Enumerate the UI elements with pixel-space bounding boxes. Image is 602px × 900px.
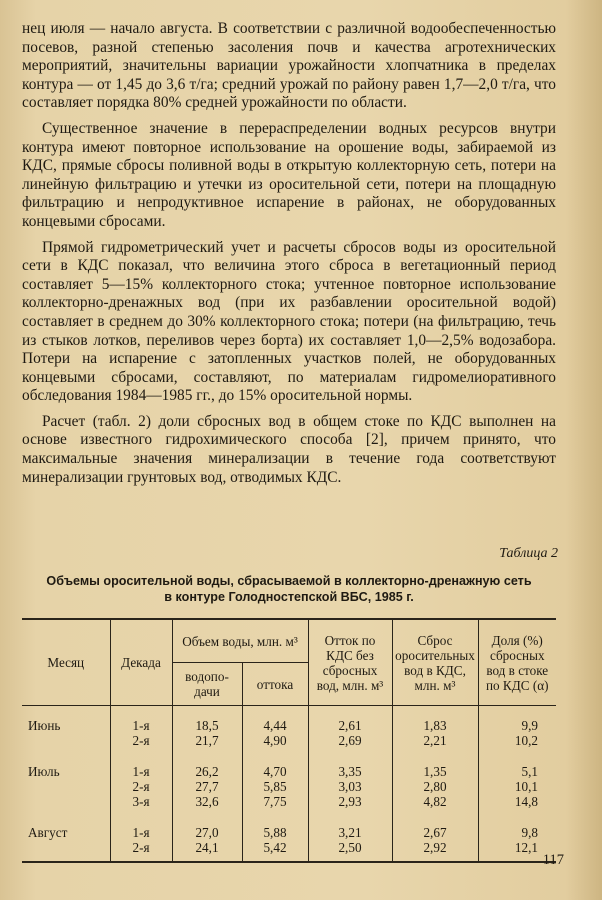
table-row bbox=[22, 825, 556, 862]
outflow-no-drain-cell: 2,69 bbox=[338, 733, 362, 748]
table-title-line-2: в контуре Голодностепской ВБС, 1985 г. bbox=[164, 590, 414, 604]
share-cell: 12,1 bbox=[514, 840, 538, 855]
outflow-no-drain-cell: 2,50 bbox=[338, 840, 362, 855]
header-volume-outflow: оттока bbox=[242, 663, 308, 706]
share-cell: 14,8 bbox=[514, 794, 538, 809]
header-decade: Декада bbox=[110, 619, 172, 706]
table-title bbox=[22, 573, 556, 605]
supply-cell: 24,1 bbox=[195, 840, 219, 855]
header-month: Месяц bbox=[22, 619, 110, 706]
outflow-no-drain-cell: 3,35 bbox=[338, 764, 362, 779]
data-table bbox=[22, 618, 556, 863]
decade-cell: 1-я bbox=[132, 718, 150, 733]
decade-cell: 1-я bbox=[132, 825, 150, 840]
paragraph-1: нец июля — начало августа. В соответствии с различной водообеспеченностью посевов, разной степенью засоления почв и качества агротехнических мероприятий, значительны вариации урожайности хлопчатника в пределах контура — от 1,45 до 3,6 т/га; средний урожай по району равен 1,7—2,0 т/га, что составляет порядка 80% средней урожайности по области. bbox=[22, 20, 556, 112]
table-row bbox=[22, 718, 556, 764]
paragraph-2: Существенное значение в перераспределении водных ресурсов внутри контура имеют повторное использование на орошение воды, забираемой из КДС, прямые сбросы поливной воды в открытую коллекторную сеть, потери на линейную фильтрацию и утечки из оросительной сети, потери на площадную фильтрацию и непродуктивное испарение в районах, не оборудованных концевыми сбросами. bbox=[22, 119, 556, 230]
supply-cell: 32,6 bbox=[195, 794, 219, 809]
discharge-cell: 4,82 bbox=[423, 794, 447, 809]
share-cell: 10,1 bbox=[514, 779, 538, 794]
supply-cell: 26,2 bbox=[195, 764, 219, 779]
header-outflow-no-drain: Отток по КДС без сбросных вод, млн. м³ bbox=[308, 619, 392, 706]
outflow-cell: 4,44 bbox=[263, 718, 287, 733]
outflow-cell: 4,70 bbox=[263, 764, 287, 779]
month-cell: Июль bbox=[28, 764, 60, 779]
header-volume: Объем воды, млн. м³ bbox=[172, 619, 308, 663]
discharge-cell: 2,80 bbox=[423, 779, 447, 794]
share-cell: 9,9 bbox=[521, 718, 538, 733]
month-cell: Август bbox=[22, 825, 110, 862]
supply-cell: 18,5 bbox=[195, 718, 219, 733]
header-volume-supply: водопо-дачи bbox=[172, 663, 242, 706]
outflow-no-drain-cell: 3,03 bbox=[338, 779, 362, 794]
share-cell: 5,1 bbox=[521, 764, 538, 779]
discharge-cell: 2,67 bbox=[423, 825, 447, 840]
decade-cell: 1-я bbox=[132, 764, 150, 779]
outflow-no-drain-cell: 2,61 bbox=[338, 718, 362, 733]
outflow-no-drain-cell: 3,21 bbox=[338, 825, 362, 840]
discharge-cell: 1,35 bbox=[423, 764, 447, 779]
discharge-cell: 2,21 bbox=[423, 733, 447, 748]
body-text bbox=[22, 20, 556, 494]
decade-cell: 2-я bbox=[132, 733, 150, 748]
table-label: Таблица 2 bbox=[499, 546, 558, 561]
outflow-no-drain-cell: 2,93 bbox=[338, 794, 362, 809]
decade-cell: 2-я bbox=[132, 779, 150, 794]
outflow-cell: 5,85 bbox=[263, 779, 287, 794]
header-discharge: Сброс оросительных вод в КДС, млн. м³ bbox=[392, 619, 478, 706]
paragraph-3: Прямой гидрометрический учет и расчеты сбросов воды из оросительной сети в КДС показал, что величина этого сброса в вегетационный период составляет 5—15% коллекторного стока; учтенное повторное использование коллекторно-дренажных вод (при их разбавлении оросительной водой) составляет в среднем до 30% коллекторного стока; потери (на фильтрацию, течь из стыков лотков, переливов через борта) их составляет 1,0—2,5% водозабора. Потери на испарение с затопленных участков полей, не оборудованных концевыми сбросами, составляют, по материалам гидромелиоративного обследования 1984—1985 гг., до 15% оросительной нормы. bbox=[22, 238, 556, 405]
page-number: 117 bbox=[542, 852, 564, 868]
share-cell: 10,2 bbox=[514, 733, 538, 748]
discharge-cell: 1,83 bbox=[423, 718, 447, 733]
header-share: Доля (%) сбросных вод в стоке по КДС (α) bbox=[478, 619, 556, 706]
outflow-cell: 7,75 bbox=[263, 794, 287, 809]
supply-cell: 27,0 bbox=[195, 825, 219, 840]
outflow-cell: 4,90 bbox=[263, 733, 287, 748]
decade-cell: 2-я bbox=[132, 840, 150, 855]
decade-cell: 3-я bbox=[132, 794, 150, 809]
outflow-cell: 5,88 bbox=[263, 825, 287, 840]
supply-cell: 27,7 bbox=[195, 779, 219, 794]
paragraph-4: Расчет (табл. 2) доли сбросных вод в общем стоке по КДС выполнен на основе известного гидрохимического способа [2], причем принято, что максимальные значения минерализации в течение года соответствуют минерализации грунтовых вод, отводимых КДС. bbox=[22, 412, 556, 486]
discharge-cell: 2,92 bbox=[423, 840, 447, 855]
month-cell: Июнь bbox=[28, 718, 61, 733]
table-title-line-1: Объемы оросительной воды, сбрасываемой в коллекторно-дренажную сеть bbox=[46, 574, 532, 588]
table-row bbox=[22, 764, 556, 825]
supply-cell: 21,7 bbox=[195, 733, 219, 748]
share-cell: 9,8 bbox=[521, 825, 538, 840]
outflow-cell: 5,42 bbox=[263, 840, 287, 855]
